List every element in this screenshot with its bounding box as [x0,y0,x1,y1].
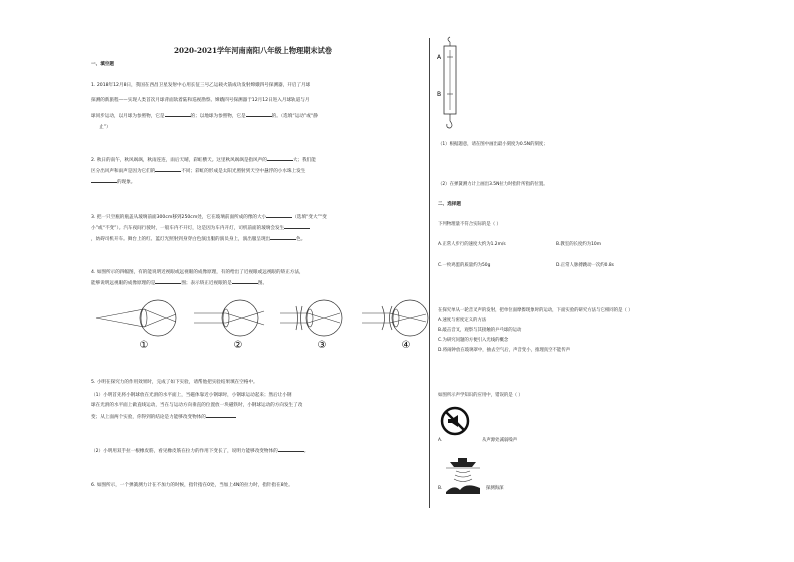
q3-line2: 小”或“不变”）。汽车夜间行驶时，一般车内不开灯，这是因为车内开灯，司机前面的玻璃会发生 [91,223,423,234]
label-b: B [437,91,442,98]
eye-diagram-3 [280,300,342,351]
q2-line2: 区分出风声和雨声是因为它们的 不同；彩虹的形成是太阳光照射到天空中悬浮的小水珠上发生 [91,166,423,177]
eye-label-4: ④ [401,340,411,351]
spring-scale-figure [434,36,464,131]
q2-blank-2[interactable] [155,166,181,172]
question-8 [438,306,738,355]
q1-line2: 探测的新旅程——实现人类首次月球背面软着陆和巡视勘察。嫦娥四号探测器于12月12日进入月球轨道与月 [91,98,310,104]
q5-blank-2[interactable] [278,446,304,452]
q2-blank-1[interactable] [267,155,293,161]
eye-diagram-4 [362,300,428,351]
q5-line4: 变；从上面两个实验，你得到的结论是力能够改变物体的 [91,412,423,423]
q1-line1: 1. 2018年12月8日，我国在西昌卫星发射中心用长征三号乙运载火箭成功发射嫦娥四号探测器，开启了月球 [91,83,311,88]
section-multiple-choice: 二、选择题 [438,202,461,207]
q7-option-d[interactable]: D.正常人脉搏跳动一次约0.8s [556,263,614,268]
eye-diagrams [94,294,434,354]
question-6 [91,481,423,491]
q1-blank-2[interactable] [246,111,272,117]
q8-stem: 在探究单从一轮音叉声的发射，把单位面摩擦现象时的运动，下面实验的研究方法与它相同的是（ ） [438,308,633,313]
eye-label-2: ② [233,340,243,351]
q9-option-b[interactable]: B. [438,486,443,491]
q9-option-b-caption: 探测海深 [486,486,504,491]
sub-question-1: （1）根据题意，请在图中画出最小刻度为0.5N的刻度； [438,142,548,147]
q5-blank-1[interactable] [206,412,236,418]
hook-icon [447,121,452,128]
q9-option-a-caption: 从声源处减弱噪声 [482,438,518,443]
q4-line2: 能够说明远视眼的成像原理的是 图；表示矫正近视眼的是 图。 [91,278,423,289]
q3-blank-3[interactable] [270,234,296,240]
eye-diagram-1 [96,300,176,351]
q5-line1: 5. 小明在探究力的作用效果时，完成了如下实验，请帮他把实验结果填在空格中。 [91,380,258,385]
page-title: 2020-2021学年河南南阳八年级上物理期末试卷 [174,46,332,55]
q5-line3: 球在光滑的水平面上做直线运动，当在与运动方向垂直的位置放一块磁铁时，小钢球运动的方向发生了改 [91,403,303,409]
q2-line3: 的现象。 [91,177,423,188]
q2-blank-3[interactable] [91,177,117,183]
q4-blank-1[interactable] [155,278,181,284]
q3-line1: 3. 把一只空瓶的瓶盖从玻璃前面300cm移到250cm处，它在玻璃前面所成的像的大小 （选填“变大”“变 [91,212,423,223]
question-7 [438,220,738,229]
sonar-ship-icon [446,452,480,494]
q3-blank-1[interactable] [266,212,292,218]
q6-line1: 6. 如图所示，一个弹簧测力计在不加力的时候，指针指在0处，当加上4N的拉力时，指针指在8处。 [91,483,293,488]
question-3 [91,212,423,246]
sub-question-2: （2）在弹簧测力计上画出3.5N拉力时指针所指的位置。 [438,182,548,187]
left-column [86,40,420,56]
q3-blank-2[interactable] [284,223,310,229]
q1-line3: 球同步运动，以月球为参照物，它是 的；以地球为参照物，它是 的。（选填“运动”或“静 [91,111,423,122]
q4-line1: 4. 如图所示的四幅图，有的能说明近视眼或远视眼的成像原理，有的给出了近视眼或远视眼的矫正方法， [91,270,304,275]
question-5-part2 [91,446,423,457]
question-5 [91,378,423,423]
eye-label-1: ① [139,340,149,351]
q1-blank-1[interactable] [165,111,191,117]
question-4 [91,268,423,289]
label-a: A [437,54,442,61]
q3-line3: ，妨碍司机开车。舞台上的红、蓝灯光照射到身穿白色演出服的演员身上，演出服呈现出 色。 [91,234,423,245]
q7-option-c[interactable]: C.一枚鸡蛋的质量约为50g [438,263,491,268]
q7-stem: 下列物理量不符合实际的是（ ） [438,222,501,227]
question-9: 如图所示声学知识的应用中，错误的是（ ） [438,393,523,398]
eye-label-3: ③ [317,340,327,351]
q7-option-b[interactable]: B.教室的长度约为10m [556,242,602,247]
q7-option-a[interactable]: A.正常人步行的速度大约为1.2m/s [438,242,506,247]
q8-option-b[interactable]: B.敲击音叉，观察与其接触的乒乓球的运动 [438,328,522,333]
question-1 [91,81,423,133]
section-fill-blank: 一、填空题 [91,62,114,67]
q5-line2: （1）小明首先将小钢球放在光滑的水平面上，当磁体靠近小钢球时，小钢球运动起来；然后让小钢 [91,393,292,399]
q8-option-c[interactable]: C.为研究问题的方便引入光线的概念 [438,338,509,343]
no-horn-sign-icon [440,406,470,436]
column-divider [429,38,430,508]
question-2 [91,155,423,189]
q8-option-a[interactable]: A.速度与密度定义的方法 [438,318,487,323]
q5-line5: （2）小明用双手拉一根橡皮筋，看见橡皮筋在拉力的作用下变长了，说明力能够改变物体的 。 [91,446,423,457]
eye-diagram-2 [194,300,264,351]
q4-blank-2[interactable] [232,278,258,284]
q9-option-a[interactable]: A. [438,438,443,443]
q8-option-d[interactable]: D.将闹钟放在玻璃罩中，抽去空气后，声音变小，推理真空不能传声 [438,348,571,353]
q1-line4: 止”） [99,124,111,130]
q2-line1: 2. 秋日的南午，秋风飒飒，秋雨连连，雨后天晴，彩虹横天。这里秋风飒飒是指风声的 大；我们能 [91,155,423,166]
